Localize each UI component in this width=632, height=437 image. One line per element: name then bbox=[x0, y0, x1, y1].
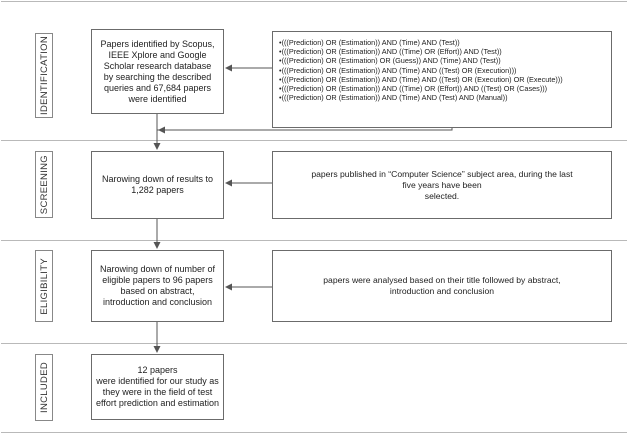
stage-screening bbox=[35, 151, 53, 218]
separator-eligibility bbox=[1, 240, 627, 241]
query-item: • (((Prediction) OR (Estimation)) AND ((Time) OR (Effort)) AND ((Test) OR (Cases))) bbox=[279, 84, 611, 93]
screening-criteria-text: papers published in “Computer Science” subject area, during the last five years have been selected. bbox=[311, 168, 573, 201]
eligibility-box bbox=[91, 250, 224, 322]
stage-eligibility bbox=[35, 250, 53, 322]
frame-bottom-line bbox=[1, 432, 627, 433]
screening-criteria-box bbox=[272, 151, 612, 219]
stage-included bbox=[35, 354, 53, 421]
query-item: • (((Prediction) OR (Estimation)) AND (Time) AND ((Test) OR (Execution))) bbox=[279, 66, 611, 75]
separator-screening bbox=[1, 140, 627, 141]
query-item: • (((Prediction) OR (Estimation) OR (Guess)) AND (Time) AND (Test)) bbox=[279, 56, 611, 65]
eligibility-criteria-text: papers were analysed based on their title followed by abstract, introduction and conclusion bbox=[323, 275, 561, 296]
identification-box bbox=[91, 29, 224, 114]
query-item: • (((Prediction) OR (Estimation)) AND ((Time) OR (Effort)) AND (Test)) bbox=[279, 47, 611, 56]
query-list-box bbox=[272, 31, 612, 128]
query-item: • (((Prediction) OR (Estimation)) AND (Time) AND (Test) AND (Manual)) bbox=[279, 93, 611, 102]
eligibility-text: Narowing down of number of eligible papers to 96 papers based on abstract, introduction and conclusion bbox=[99, 264, 216, 307]
frame-top-line bbox=[1, 1, 627, 2]
screening-box bbox=[91, 151, 224, 219]
query-item: • (((Prediction) OR (Estimation)) AND (Time) AND ((Test) OR (Execution) OR (Execute))) bbox=[279, 75, 611, 84]
query-item: • (((Prediction) OR (Estimation)) AND (Time) AND (Test)) bbox=[279, 38, 611, 47]
included-text: 12 papers were identified for our study as they were in the field of test effort prediction and estimation bbox=[96, 365, 219, 408]
included-box bbox=[91, 354, 224, 420]
screening-text: Narowing down of results to 1,282 papers bbox=[101, 174, 214, 195]
stage-identification bbox=[35, 33, 53, 118]
stage-label: ELIGIBILITY bbox=[38, 257, 50, 315]
stage-label: INCLUDED bbox=[38, 362, 50, 413]
stage-label: IDENTIFICATION bbox=[38, 36, 50, 115]
identification-text: Papers identified by Scopus, IEEE Xplore and Google Scholar research database by searching the described queries and 67,684 papers were identified bbox=[100, 38, 215, 104]
separator-included bbox=[1, 343, 627, 344]
stage-label: SCREENING bbox=[38, 154, 50, 215]
eligibility-criteria-box bbox=[272, 250, 612, 322]
